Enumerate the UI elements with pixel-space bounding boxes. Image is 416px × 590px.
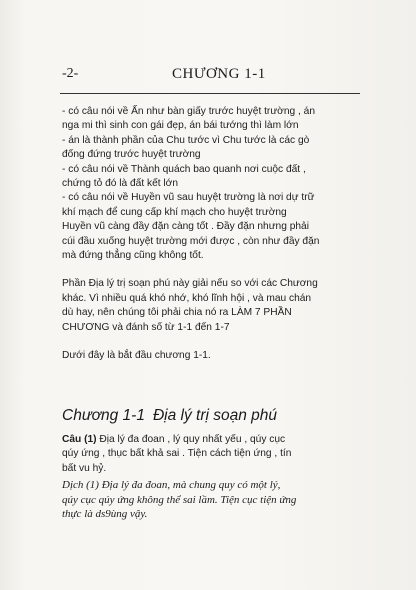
question-label: Câu (1)	[62, 434, 97, 445]
start-paragraph	[62, 349, 362, 363]
section-number: Chương 1-1	[62, 407, 145, 424]
question-line: qúy ứng , thục bất khả sai . Tiện cách tiện ứng , tín	[62, 448, 292, 460]
start-line: Dưới đây là bắt đầu chương 1-1.	[62, 350, 211, 362]
question-block	[62, 433, 367, 522]
list-line: cúi đầu xuống huyệt trường mới được , còn như đầy đặn	[62, 235, 320, 247]
list-line: - có câu nói về Huyền vũ sau huyệt trường là nơi dự trữ	[62, 192, 315, 204]
question-line	[62, 433, 367, 447]
list-line: Huyền vũ càng đầy đặn càng tốt . Đầy đặn nhưng phải	[62, 221, 309, 233]
translation-line: thực là ds9ùng vậy.	[62, 508, 148, 521]
list-line: chứng tỏ đó là đất kết lớn	[62, 178, 179, 190]
bullet-list	[62, 105, 362, 263]
main-text	[62, 105, 362, 372]
question-line: bất vu hỷ.	[62, 462, 107, 474]
translation-line: qúy cục qúy ứng không thể sai lầm. Tiện cục tiện ứng	[62, 493, 297, 506]
list-line: đống đứng trước huyệt trường	[62, 149, 201, 161]
list-line: khí mạch để cung cấp khí mạch cho huyệt trường	[62, 206, 287, 218]
section-title	[62, 407, 362, 425]
page-number: -2-	[62, 66, 79, 81]
list-line: - có câu nói về Ấn như bàn giấy trước huyệt trường , án	[62, 106, 315, 117]
intro-line: Phần Địa lý trị soạn phú này giải nếu so với các Chương	[62, 278, 318, 290]
page-header	[62, 66, 362, 88]
intro-line: dù hay, nên chúng tôi phải chia nó ra LÀM 7 PHẦN	[62, 307, 292, 319]
list-line: nga mi thì sinh con gái đẹp, án bái tướng thì làm lớn	[62, 120, 299, 132]
translation	[62, 478, 367, 522]
section-name: Địa lý trị soạn phú	[152, 407, 278, 424]
intro-paragraph	[62, 277, 362, 335]
chapter-heading: CHƯƠNG 1-1	[172, 66, 266, 82]
intro-line: CHƯƠNG và đánh số từ 1-1 đến 1-7	[62, 321, 230, 333]
intro-line: khác. Vì nhiều quá khó nhớ, khó lĩnh hội , và mau chán	[62, 292, 312, 304]
list-line: - có câu nói về Thành quách bao quanh nơi cuộc đất ,	[62, 163, 306, 175]
list-line: mà đứng thẳng cũng không tốt.	[62, 250, 204, 262]
list-line: - án là thành phần của Chu tước vì Chu tước là các gò	[62, 134, 310, 146]
question-text: Địa lý đa đoan , lý quy nhất yếu , qúy cục	[96, 434, 286, 445]
header-rule	[60, 93, 360, 94]
translation-line: Dịch (1) Địa lý đa đoan, mà chung quy có một lý,	[62, 479, 281, 492]
